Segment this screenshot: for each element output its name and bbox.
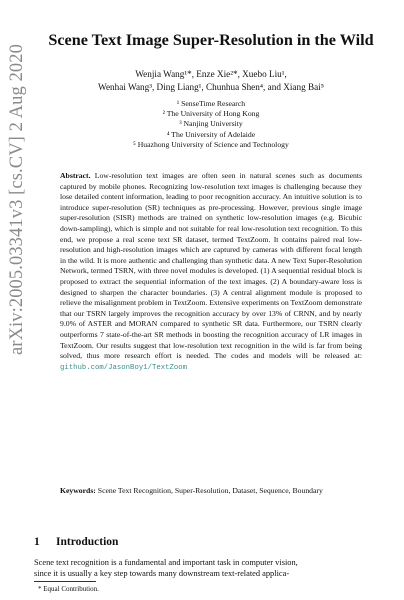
- affiliation-list: [34, 99, 388, 150]
- intro-line-2: since it is usually a key step towards many downstream text-related applica-: [34, 569, 290, 578]
- section-title: Introduction: [56, 536, 119, 548]
- author-list: [34, 68, 388, 94]
- abstract-label: Abstract.: [60, 171, 91, 180]
- abstract: [60, 171, 362, 373]
- arxiv-identifier: arXiv:2005.03341v3 [cs.CV] 2 Aug 2020: [7, 44, 27, 355]
- affiliation-4: ⁴ The University of Adelaide: [166, 129, 256, 139]
- footnote: * Equal Contribution.: [38, 585, 99, 593]
- author-line-1: Wenjia Wang¹*, Enze Xie²*, Xuebo Liu¹,: [135, 69, 287, 79]
- affiliation-5: ⁵ Huazhong University of Science and Technology: [133, 139, 289, 149]
- affiliation-2: ² The University of Hong Kong: [162, 109, 260, 119]
- introduction-text: [34, 557, 388, 579]
- keywords: [60, 486, 362, 497]
- footnote-divider: [34, 581, 96, 582]
- section-number: 1: [34, 536, 40, 548]
- author-line-2: Wenhai Wang³, Ding Liang¹, Chunhua Shen⁴, and Xiang Bai⁵: [98, 82, 324, 92]
- intro-line-1: Scene text recognition is a fundamental and important task in computer vision,: [34, 558, 298, 567]
- section-heading: [34, 535, 388, 549]
- abstract-body: Low-resolution text images are often seen in natural scenes such as documents captured by mobile phones. Recognizing low-resolution text images is challenging because they lose detailed content information, leading to poor recognition accuracy. An intuitive solution is to introduce super-resolution (SR) techniques as pre-processing. However, previous single image super-resolution (SISR) methods are trained on synthetic low-resolution images (e.g. Bicubic down-sampling), which is simple and not suitable for real low-resolution text recognition. To this end, we propose a real scene text SR dataset, termed TextZoom. It contains paired real low-resolution and high-resolution images which are captured by cameras with different focal length in the wild. It is more authentic and challenging than synthetic data. A new Text Super-Resolution Network, termed TSRN, with three novel modules is developed. (1) A sequential residual block is proposed to extract the sequential information of the text images. (2) A boundary-aware loss is designed to sharpen the character boundaries. (3) A central alignment module is proposed to relieve the misalignment problem in TextZoom. Extensive experiments on TextZoom demonstrate that our TSRN largely improves the recognition accuracy by over 13% of CRNN, and by nearly 9.0% of ASTER and MORAN compared to synthetic SR data. Furthermore, our TSRN clearly outperforms 7 state-of-the-art SR methods in boosting the recognition accuracy of LR images in TextZoom. Our results suggest that low-resolution text recognition in the wild is far from being solved, thus more research effort is needed. The codes and models will be released at:: [60, 171, 362, 361]
- code-link[interactable]: github.com/JasonBoy1/TextZoom: [60, 363, 187, 372]
- keywords-list: Scene Text Recognition, Super-Resolution, Dataset, Sequence, Boundary: [97, 486, 323, 495]
- keywords-label: Keywords:: [60, 486, 96, 495]
- paper-title: Scene Text Image Super-Resolution in the Wild: [48, 31, 374, 49]
- affiliation-1: ¹ SenseTime Research: [176, 99, 246, 108]
- affiliation-3: ³ Nanjing University: [179, 119, 243, 129]
